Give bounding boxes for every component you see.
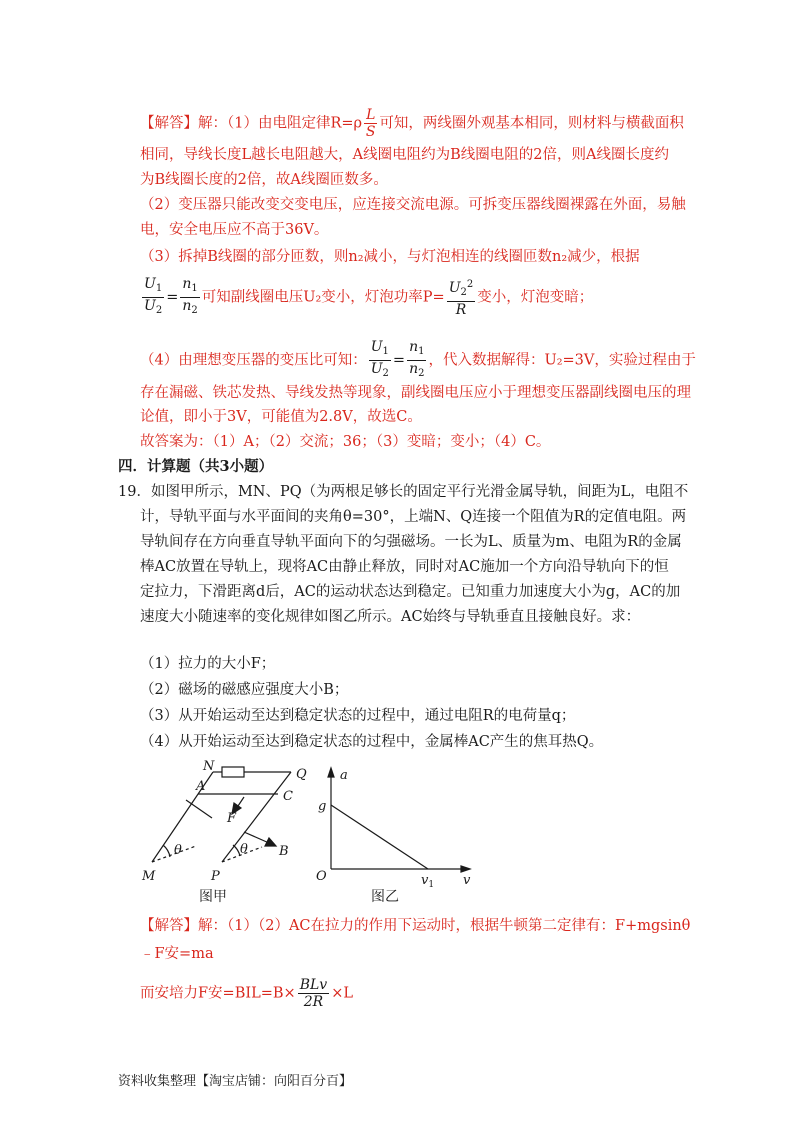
field-arrowhead bbox=[265, 838, 276, 846]
question-3: （3）从开始运动至达到稳定状态的过程中，通过电阻R的电荷量q； bbox=[140, 708, 576, 724]
fraction-n1-n2-b: $\frac{n_1}{n_2}$ bbox=[409, 339, 425, 379]
problem-line-2: 计，导轨平面与水平面间的夹角θ=30°，上端N、Q连接一个阻值为R的定值电阻。两 bbox=[140, 509, 687, 525]
problem-line-6: 速度大小随速率的变化规律如图乙所示。AC始终与导轨垂直且接触良好。求： bbox=[140, 609, 641, 625]
label-theta-2: θ bbox=[240, 842, 248, 857]
label-A: A bbox=[196, 779, 206, 794]
label-N: N bbox=[203, 759, 215, 774]
footer-source: 资料收集整理【淘宝店铺：向阳百分百】 bbox=[118, 1074, 353, 1089]
v-axis-arrowhead bbox=[461, 866, 470, 872]
label-F: F bbox=[227, 811, 237, 826]
question-1: （1）拉力的大小F； bbox=[140, 656, 276, 672]
label-v: v bbox=[463, 873, 471, 888]
answer1-line-1: 【解答】解：（1）由电阻定律R=ρ $\frac{L}{S}$ 可知，两线圈外观基本相同，则材料与横截面积 bbox=[140, 107, 684, 140]
problem-line-3: 导轨间存在方向垂直导轨平面向下的匀强磁场。一长为L、质量为m、电阻为R的金属 bbox=[140, 534, 682, 550]
figure-yi-labels bbox=[316, 768, 471, 890]
label-v1: $v_1$ bbox=[421, 873, 435, 890]
answer1-line-3: 为B线圈长度的2倍，故A线圈匝数多。 bbox=[140, 172, 388, 188]
fraction-BLv-2R: $\frac{\text{BLv}}{2R}$ bbox=[299, 977, 328, 1010]
figure-jia-labels bbox=[141, 759, 307, 884]
answer1-line-11: 故答案为：（1）A；（2）交流；36；（3）变暗；变小；（4）C。 bbox=[140, 434, 551, 450]
problem-line-1: 19．如图甲所示，MN、PQ（为两根足够长的固定平行光滑金属导轨，间距为L，电阻不 bbox=[118, 484, 689, 500]
answer1-line-6: （3）拆掉B线圈的部分匝数，则n₂减小，与灯泡相连的线圈匝数n₂减少，根据 bbox=[140, 249, 640, 265]
rail-tick bbox=[186, 800, 212, 818]
problem-line-4: 棒AC放置在导轨上，现将AC由静止释放，同时对AC施加一个方向沿导轨向下的恒 bbox=[140, 559, 669, 575]
a-axis-arrowhead bbox=[328, 768, 334, 777]
answer-tag: 【解答】 bbox=[140, 115, 198, 132]
label-B: B bbox=[279, 844, 289, 859]
answer2-line-3: 而安培力F安=BIL=B× $\frac{\text{BLv}}{2R}$ ×L bbox=[140, 977, 353, 1010]
question-2: （2）磁场的磁感应强度大小B； bbox=[140, 682, 349, 698]
figure-jia bbox=[152, 767, 291, 862]
resistor-icon bbox=[222, 767, 244, 777]
label-P: P bbox=[211, 869, 220, 884]
caption-yi: 图乙 bbox=[371, 889, 399, 905]
answer1-line-7: $\frac{U_1}{U_2}$ = $\frac{n_1}{n_2}$ 可知副线圈电压U₂变小，灯泡功率P= $\frac{U_2^2}{R}$ 变小，灯泡变暗； bbox=[144, 276, 594, 318]
answer2-line-1: 【解答】解：（1）（2）AC在拉力的作用下运动时，根据牛顿第二定律有：F+mgsinθ bbox=[140, 918, 691, 934]
label-a: a bbox=[340, 768, 348, 783]
answer1-line-10: 论值，即小于3V，可能值为2.8V，故选C。 bbox=[140, 409, 422, 425]
answer2-line-2: ﹣F安=ma bbox=[140, 946, 214, 962]
fraction-n1-n2: $\frac{n_1}{n_2}$ bbox=[182, 276, 198, 316]
fraction-U2sq-R: $\frac{U_2^2}{R}$ bbox=[448, 279, 474, 318]
label-O: O bbox=[316, 869, 327, 884]
section-heading: 四．计算题（共3小题） bbox=[118, 458, 274, 475]
figure-yi bbox=[328, 768, 470, 872]
fraction-U1-U2-b: $\frac{U_1}{U_2}$ bbox=[370, 339, 389, 379]
a-v-line bbox=[331, 805, 428, 869]
answer1-line-8: （4）由理想变压器的变压比可知： $\frac{U_1}{U_2}$ = $\frac{n_1}{n_2}$ ，代入数据解得：U₂=3V，实验过程由于 bbox=[140, 339, 685, 382]
answer1-line-4: （2）变压器只能改变交变电压，应连接交流电源。可拆变压器线圈裸露在外面，易触 bbox=[140, 197, 686, 213]
caption-jia: 图甲 bbox=[199, 889, 227, 905]
question-4: （4）从开始运动至达到稳定状态的过程中，金属棒AC产生的焦耳热Q。 bbox=[140, 734, 604, 750]
problem-line-5: 定拉力，下滑距离d后，AC的运动状态达到稳定。已知重力加速度大小为g，AC的加 bbox=[140, 584, 681, 600]
fraction-L-over-S: $\frac{L}{S}$ bbox=[365, 107, 376, 140]
answer1-line-9: 存在漏磁、铁芯发热、导线发热等现象，副线圈电压应小于理想变压器副线圈电压的理 bbox=[140, 385, 691, 401]
label-g: g bbox=[318, 799, 327, 814]
angle-arc-P bbox=[233, 845, 240, 856]
label-Q: Q bbox=[296, 767, 307, 782]
answer1-line-2: 相同，导线长度L越长电阻越大，A线圈电阻约为B线圈电阻的2倍，则A线圈长度约 bbox=[140, 147, 669, 163]
label-M: M bbox=[142, 869, 156, 884]
answer1-line-5: 电，安全电压应不高于36V。 bbox=[140, 222, 329, 238]
fraction-U1-U2: $\frac{U_1}{U_2}$ bbox=[144, 276, 163, 316]
label-theta-1: θ bbox=[174, 843, 182, 858]
label-C: C bbox=[283, 789, 293, 804]
